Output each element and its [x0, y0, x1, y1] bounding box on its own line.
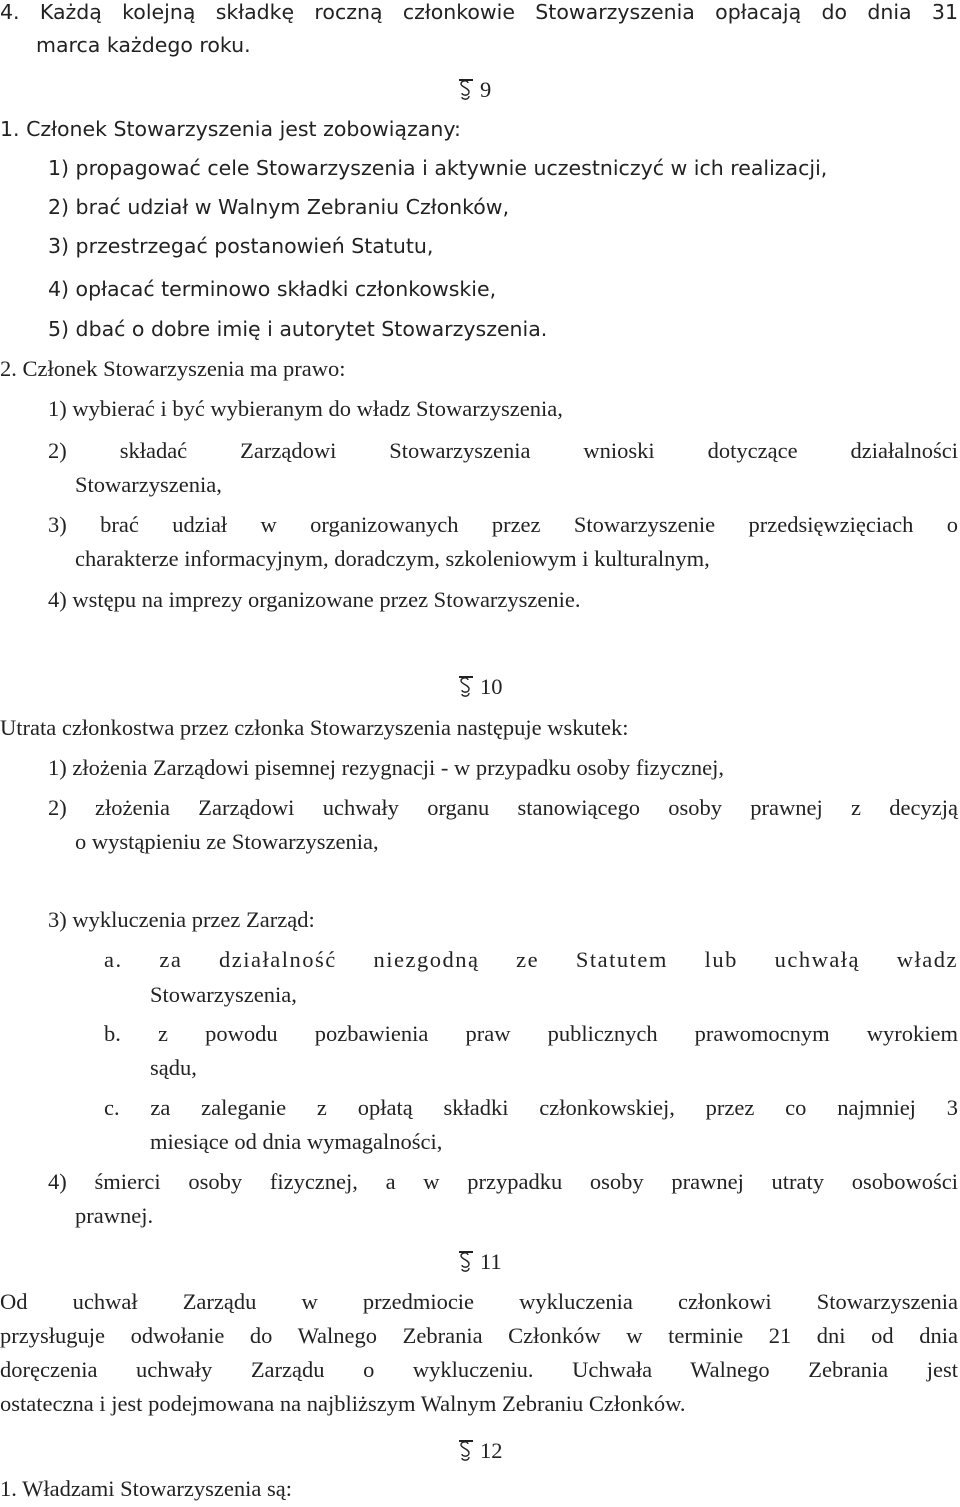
section-sign-icon [458, 1438, 472, 1464]
section-9-point-2-intro: 2. Członek Stowarzyszenia ma prawo: [0, 356, 346, 381]
section-sign-icon [458, 674, 472, 700]
section-11-text-line: ostateczna i jest podejmowana na najbliższym Walnym Zebraniu Członków. [0, 1391, 686, 1416]
section-9-point-2-item-3-line-1: 3) brać udział w organizowanych przez Stowarzyszenie przedsięwzięciach o [48, 512, 958, 537]
section-10-item-1: 1) złożenia Zarządowi pisemnej rezygnacji - w przypadku osoby fizycznej, [48, 755, 724, 780]
section-9-point-1-item: 1) propagować cele Stowarzyszenia i aktywnie uczestniczyć w ich realizacji, [48, 156, 828, 180]
section-sign-icon [458, 1249, 472, 1275]
section-10-item-2-line-1: 2) złożenia Zarządowi uchwały organu stanowiącego osoby prawnej z decyzją [48, 795, 958, 820]
section-9-point-2-item-4: 4) wstępu na imprezy organizowane przez Stowarzyszenie. [48, 587, 581, 612]
section-9-point-1-item: 5) dbać o dobre imię i autorytet Stowarzyszenia. [48, 317, 548, 341]
section-9-heading: 9 [458, 75, 491, 105]
section-10-item-3c-line-2: miesiące od dnia wymagalności, [150, 1129, 443, 1154]
section-9-point-1-item: 4) opłacać terminowo składki członkowskie, [48, 277, 497, 301]
section-10-item-3a-line-2: Stowarzyszenia, [150, 982, 297, 1007]
section-11-text-line: przysługuje odwołanie do Walnego Zebrania Członków w terminie 21 dni od dnia [0, 1323, 958, 1348]
section-10-item-4-line-1: 4) śmierci osoby fizycznej, a w przypadku osoby prawnej utraty osobowości [48, 1169, 958, 1194]
section-9-point-2-item-1: 1) wybierać i być wybieranym do władz Stowarzyszenia, [48, 396, 563, 421]
section-11-text-line: Od uchwał Zarządu w przedmiocie wykluczenia członkowi Stowarzyszenia [0, 1289, 958, 1314]
section-9-point-2-item-3-line-2: charakterze informacyjnym, doradczym, szkoleniowym i kulturalnym, [75, 546, 710, 571]
paragraph-8-item-4-line-1: 4. Każdą kolejną składkę roczną członkowie Stowarzyszenia opłacają do dnia 31 [0, 0, 958, 24]
section-9-point-1-item: 3) przestrzegać postanowień Statutu, [48, 234, 434, 258]
section-9-point-2-item-2-line-1: 2) składać Zarządowi Stowarzyszenia wnioski dotyczące działalności [48, 438, 958, 463]
section-10-item-3c-line-1: c. za zaleganie z opłatą składki członkowskiej, przez co najmniej 3 [104, 1095, 958, 1120]
section-12-item-1: 1. Władzami Stowarzyszenia są: [0, 1476, 292, 1501]
section-10-item-3b-line-1: b. z powodu pozbawienia praw publicznych prawomocnym wyrokiem [104, 1021, 958, 1046]
section-10-item-3: 3) wykluczenia przez Zarząd: [48, 907, 315, 932]
section-10-heading: 10 [458, 672, 503, 702]
section-9-point-2-item-2-line-2: Stowarzyszenia, [75, 472, 222, 497]
section-sign-icon [458, 77, 472, 103]
section-12-heading: 12 [458, 1436, 503, 1466]
section-10-item-2-line-2: o wystąpieniu ze Stowarzyszenia, [75, 829, 379, 854]
section-10-intro: Utrata członkostwa przez członka Stowarzyszenia następuje wskutek: [0, 715, 629, 740]
section-9-point-1-item: 2) brać udział w Walnym Zebraniu Członków, [48, 195, 510, 219]
section-11-heading: 11 [458, 1247, 502, 1277]
section-9-point-1-intro: 1. Członek Stowarzyszenia jest zobowiązany: [0, 117, 461, 141]
section-10-item-3b-line-2: sądu, [150, 1055, 197, 1080]
section-11-text-line: doręczenia uchwały Zarządu o wykluczeniu. Uchwała Walnego Zebrania jest [0, 1357, 958, 1382]
section-10-item-4-line-2: prawnej. [75, 1203, 154, 1228]
paragraph-8-item-4-line-2: marca każdego roku. [36, 33, 251, 57]
section-10-item-3a-line-1: a. za działalność niezgodną ze Statutem lub uchwałą władz [104, 947, 958, 972]
